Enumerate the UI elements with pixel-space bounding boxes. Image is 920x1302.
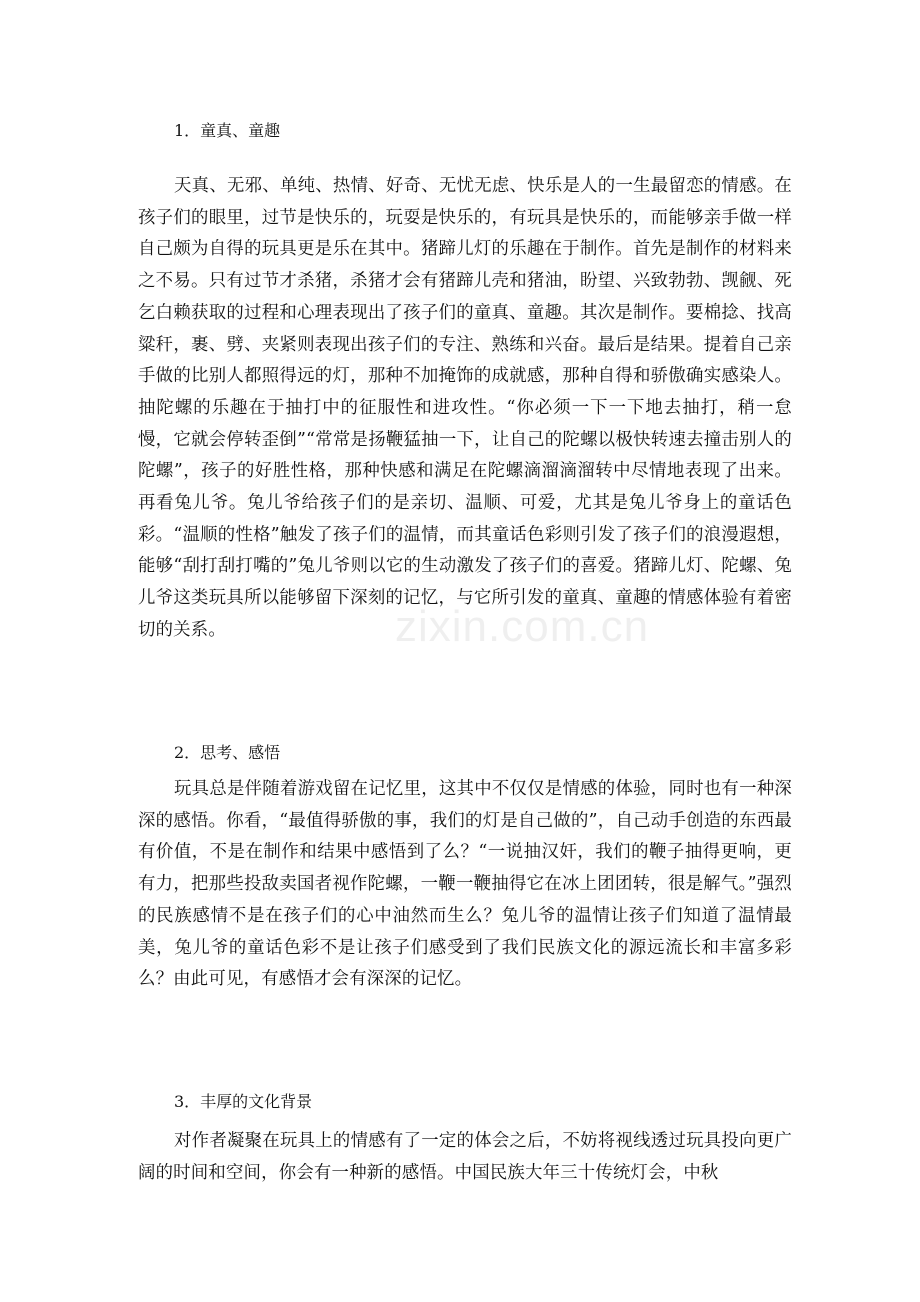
section-1-paragraph: 天真、无邪、单纯、热情、好奇、无忧无虑、快乐是人的一生最留恋的情感。在孩子们的眼里，过节是快乐的，玩耍是快乐的，有玩具是快乐的，而能够亲手做一样自己颇为自得的玩具更是乐在其中。猪蹄儿灯的乐趣在于制作。首先是制作的材料来之不易。只有过节才杀猪，杀猪才会有猪蹄儿壳和猪油，盼望、兴致勃勃、觊觎、死乞白赖获取的过程和心理表现出了孩子们的童真、童趣。其次是制作。要棉捻、找高粱秆，裹、劈、夹紧则表现出孩子们的专注、熟练和兴奋。最后是结果。提着自己亲手做的比别人都照得远的灯，那种不加掩饰的成就感，那种自得和骄傲确实感染人。抽陀螺的乐趣在于抽打中的征服性和进攻性。“你必须一下一下地去抽打，稍一怠慢，它就会停转歪倒”“常常是扬鞭猛抽一下，让自己的陀螺以极快转速去撞击别人的陀螺”，孩子的好胜性格，那种快感和满足在陀螺滴溜滴溜转中尽情地表现了出来。再看兔儿爷。兔儿爷给孩子们的是亲切、温顺、可爱，尤其是兔儿爷身上的童话色彩。“温顺的性格”触发了孩子们的温情，而其童话色彩则引发了孩子们的浪漫遐想，能够“刮打刮打嘴的”兔儿爷则以它的生动激发了孩子们的喜爱。猪蹄儿灯、陀螺、兔儿爷这类玩具所以能够留下深刻的记忆，与它所引发的童真、童趣的情感体验有着密切的关系。 (138, 176, 792, 640)
section-2-heading: 2．思考、感悟 (174, 743, 281, 762)
section-3-heading: 3．丰厚的文化背景 (174, 1092, 313, 1111)
watermark: zixin.com.cn (395, 602, 650, 651)
section-3-paragraph: 对作者凝聚在玩具上的情感有了一定的体会之后，不妨将视线透过玩具投向更广阔的时间和空间，你会有一种新的感悟。中国民族大年三十传统灯会，中秋 (138, 1131, 792, 1183)
section-1-heading: 1．童真、童趣 (174, 121, 281, 140)
section-2-paragraph: 玩具总是伴随着游戏留在记忆里，这其中不仅仅是情感的体验，同时也有一种深深的感悟。你看，“最值得骄傲的事，我们的灯是自己做的”，自己动手创造的东西最有价值，不是在制作和结果中感悟到了么？“一说抽汉奸，我们的鞭子抽得更响，更有力，把那些投敌卖国者视作陀螺，一鞭一鞭抽得它在冰上团团转，很是解气。”强烈的民族感情不是在孩子们的心中油然而生么？兔儿爷的温情让孩子们知道了温情最美，兔儿爷的童话色彩不是让孩子们感受到了我们民族文化的源远流长和丰富多彩么？由此可见，有感悟才会有深深的记忆。 (138, 779, 792, 990)
